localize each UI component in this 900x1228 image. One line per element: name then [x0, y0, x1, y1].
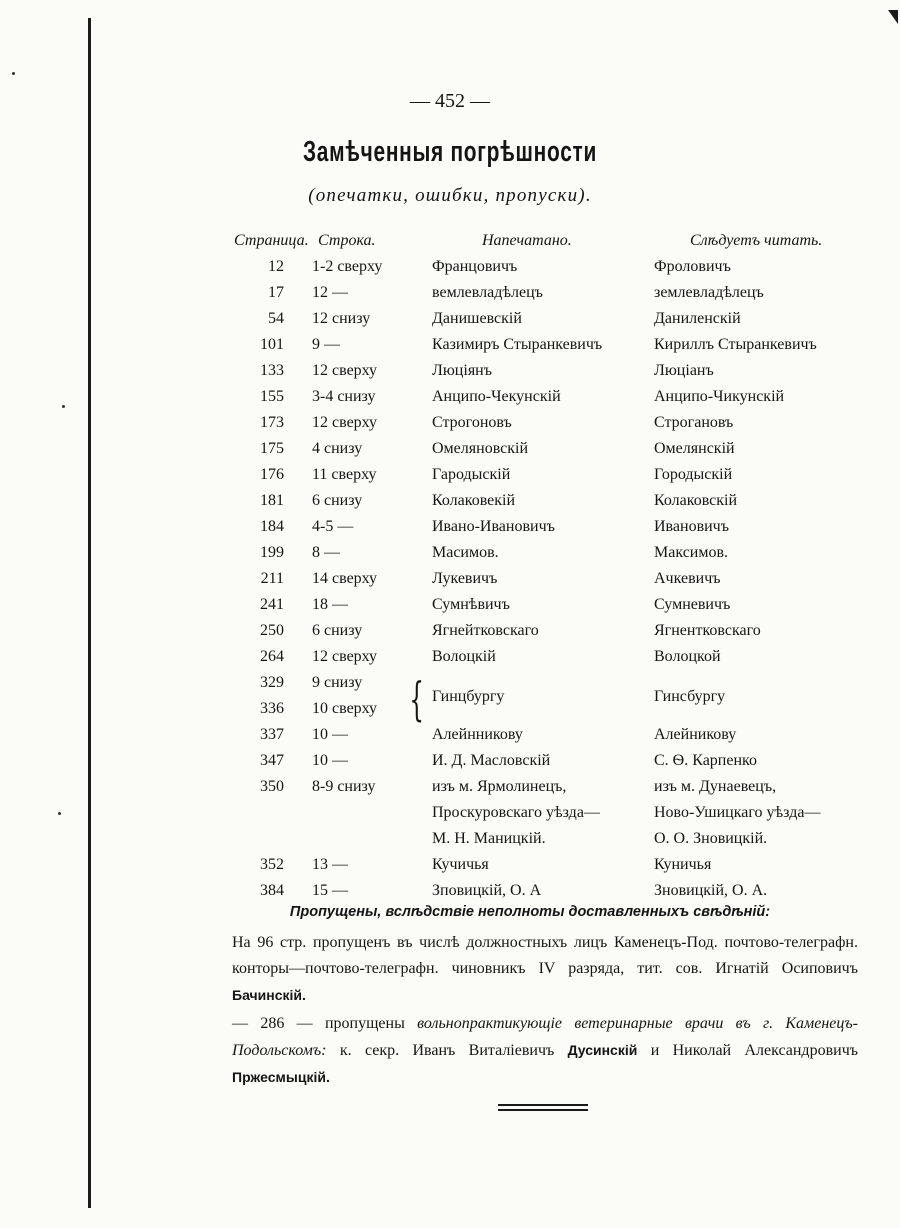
cell-correct: Фроловичъ: [654, 258, 731, 275]
cell-printed: Ивано-Ивановичъ: [432, 518, 555, 535]
cell-page: 155: [260, 388, 284, 405]
cell-line: 12 —: [312, 284, 348, 301]
cell-correct: Даниленскій: [654, 310, 741, 327]
cell-line: 8 —: [312, 544, 340, 561]
table-row: [0, 466, 900, 492]
cell-printed: М. Н. Маницкій.: [432, 830, 546, 847]
cell-printed: Проскуровскаго уѣзда—: [432, 804, 600, 821]
cell-printed: Алейнникову: [432, 726, 523, 743]
cell-page: 350: [260, 778, 284, 795]
cell-correct: С. Ѳ. Карпенко: [654, 752, 757, 769]
cell-line: 6 снизу: [312, 492, 363, 509]
cell-correct: Алейникову: [654, 726, 737, 743]
table-row: [0, 830, 900, 856]
page-number: — 452 —: [410, 90, 490, 112]
corner-mark: [888, 10, 898, 24]
table-row: [0, 362, 900, 388]
cell-correct: Зновицкій, О. А.: [654, 882, 768, 899]
cell-line: 4-5 —: [312, 518, 354, 535]
cell-printed: Францовичъ: [432, 258, 518, 275]
cell-line: 8-9 снизу: [312, 778, 376, 795]
end-rule: [498, 1109, 588, 1111]
cell-correct: Строгановъ: [654, 414, 734, 431]
cell-correct: Ново-Ушицкаго уѣзда—: [654, 804, 821, 821]
table-row: [0, 856, 900, 882]
table-row: [0, 544, 900, 570]
cell-correct: Сумневичъ: [654, 596, 731, 613]
cell-page: 241: [260, 596, 284, 613]
note2-middle: к. секр. Иванъ Виталіевичъ: [339, 1042, 555, 1059]
table-row: [0, 570, 900, 596]
cell-page: 250: [260, 622, 284, 639]
cell-correct: Колаковскій: [654, 492, 738, 509]
cell-line: 9 —: [312, 336, 340, 353]
cell-line: 11 сверху: [312, 466, 377, 483]
cell-line: 10 сверху: [312, 700, 378, 717]
cell-correct: изъ м. Дунаевецъ,: [654, 778, 777, 795]
merged-printed: Гинцбургу: [432, 688, 505, 705]
table-row: [0, 752, 900, 778]
cell-correct: Волоцкой: [654, 648, 721, 665]
cell-page: 175: [260, 440, 284, 457]
header-printed: Напечатано.: [482, 232, 572, 249]
cell-printed: Сумнѣвичъ: [432, 596, 510, 613]
cell-page: 181: [260, 492, 284, 509]
cell-printed: Зповицкій, О. А: [432, 882, 542, 899]
cell-printed: Гародыскій: [432, 466, 511, 483]
cell-printed: Данишевскій: [432, 310, 522, 327]
cell-correct: землевладѣлецъ: [654, 284, 764, 301]
cell-page: 211: [260, 570, 284, 587]
cell-line: 3-4 снизу: [312, 388, 376, 405]
cell-page: 384: [260, 882, 284, 899]
cell-printed: Лукевичъ: [432, 570, 498, 587]
cell-page: 101: [260, 336, 284, 353]
cell-line: 12 сверху: [312, 648, 378, 665]
cell-line: 10 —: [312, 726, 348, 743]
cell-line: 6 снизу: [312, 622, 363, 639]
table-row: [0, 778, 900, 804]
header-correct: Слѣдуетъ читать.: [690, 232, 823, 249]
page-title: Замѣченныя погрѣшности: [302, 136, 598, 168]
note1-text: На 96 стр. пропущенъ въ числѣ должностныхъ лицъ Каменецъ-Под. почтово-телеграфн. конторы—почтово-телеграфн. чиновникъ IV разряда, тит. сов. Игнатій Осиповичъ: [232, 934, 858, 977]
table-row: [0, 388, 900, 414]
cell-page: 173: [260, 414, 284, 431]
table-row: [0, 414, 900, 440]
table-row: [0, 596, 900, 622]
table-row: [0, 492, 900, 518]
cell-printed: Ягнейтковскаго: [432, 622, 539, 639]
cell-printed: изъ м. Ярмолинецъ,: [432, 778, 567, 795]
table-row: [0, 440, 900, 466]
cell-line: 18 —: [312, 596, 348, 613]
table-row: [0, 804, 900, 830]
cell-correct: Максимов.: [654, 544, 729, 561]
table-row: [0, 726, 900, 752]
cell-line: 10 —: [312, 752, 348, 769]
cell-page: 329: [260, 674, 284, 691]
cell-printed: вемлевладѣлецъ: [432, 284, 543, 301]
cell-printed: Люціянъ: [432, 362, 493, 379]
merged-correct: Гинсбургу: [654, 688, 726, 705]
cell-correct: Ачкевичъ: [654, 570, 721, 587]
note2-and: и Николай Александровичъ: [650, 1042, 859, 1059]
cell-line: 9 снизу: [312, 674, 363, 691]
cell-line: 1-2 сверху: [312, 258, 383, 275]
cell-correct: Люціанъ: [654, 362, 714, 379]
cell-page: 264: [260, 648, 284, 665]
note2-name1: Дусинскій: [567, 1042, 638, 1058]
cell-page: 54: [268, 310, 284, 327]
omission-note-96: [232, 930, 858, 1009]
cell-page: 352: [260, 856, 284, 873]
cell-correct: Омелянскій: [654, 440, 735, 457]
cell-correct: Ягнентковскаго: [654, 622, 761, 639]
cell-printed: Анципо-Чекунскій: [432, 388, 561, 405]
cell-page: 347: [260, 752, 284, 769]
cell-page: 17: [268, 284, 284, 301]
cell-line: 12 сверху: [312, 362, 378, 379]
cell-correct: Куничья: [654, 856, 712, 873]
cell-correct: Анципо-Чикунскій: [654, 388, 785, 405]
note2-name2: Пржесмыцкій.: [232, 1069, 330, 1085]
cell-printed: Волоцкій: [432, 648, 496, 665]
table-row: [0, 284, 900, 310]
cell-printed: Казимиръ Стыранкевичъ: [432, 336, 603, 353]
cell-printed: Кучичья: [432, 856, 489, 873]
table-row: [0, 622, 900, 648]
header-line: Строка.: [318, 232, 376, 249]
end-rule: [498, 1104, 588, 1106]
table-row: [0, 648, 900, 674]
cell-printed: Строгоновъ: [432, 414, 512, 431]
table-row: [0, 336, 900, 362]
cell-printed: Омеляновскій: [432, 440, 529, 457]
table-row: [0, 310, 900, 336]
omitted-heading: Пропущены, вслѣдствіе неполноты доставленныхъ свѣдѣній:: [289, 904, 771, 920]
cell-line: 12 снизу: [312, 310, 371, 327]
cell-page: 133: [260, 362, 284, 379]
cell-page: 337: [260, 726, 284, 743]
cell-printed: Масимов.: [432, 544, 499, 561]
cell-correct: О. О. Зновицкій.: [654, 830, 768, 847]
cell-printed: И. Д. Масловскій: [432, 752, 551, 769]
page-subtitle: (опечатки, ошибки, пропуски).: [308, 185, 592, 206]
cell-line: 12 сверху: [312, 414, 378, 431]
cell-page: 184: [260, 518, 284, 535]
cell-page: 12: [268, 258, 284, 275]
cell-line: 4 снизу: [312, 440, 363, 457]
cell-page: 199: [260, 544, 284, 561]
cell-line: 14 сверху: [312, 570, 378, 587]
table-row: [0, 258, 900, 284]
cell-correct: Городыскій: [654, 466, 733, 483]
table-row: [0, 518, 900, 544]
note2-italic: вольнопрактикующіе ветеринарные врачи въ г. Каменецъ-Подольскомъ:: [232, 1015, 859, 1059]
cell-correct: Ивановичъ: [654, 518, 729, 535]
cell-page: 176: [260, 466, 284, 483]
header-page: Страница.: [234, 232, 309, 249]
cell-line: 15 —: [312, 882, 348, 899]
note2-prefix: — 286 — пропущены: [232, 1015, 405, 1032]
speck: [12, 72, 15, 75]
omission-note-286: [232, 1011, 858, 1091]
cell-page: 336: [260, 700, 284, 717]
cell-line: 13 —: [312, 856, 348, 873]
brace: {: [409, 672, 424, 726]
cell-correct: Кириллъ Стыранкевичъ: [654, 336, 817, 353]
note1-name: Бачинскій.: [232, 987, 306, 1003]
cell-printed: Колаковекій: [432, 492, 516, 509]
merged-row: [0, 688, 900, 714]
